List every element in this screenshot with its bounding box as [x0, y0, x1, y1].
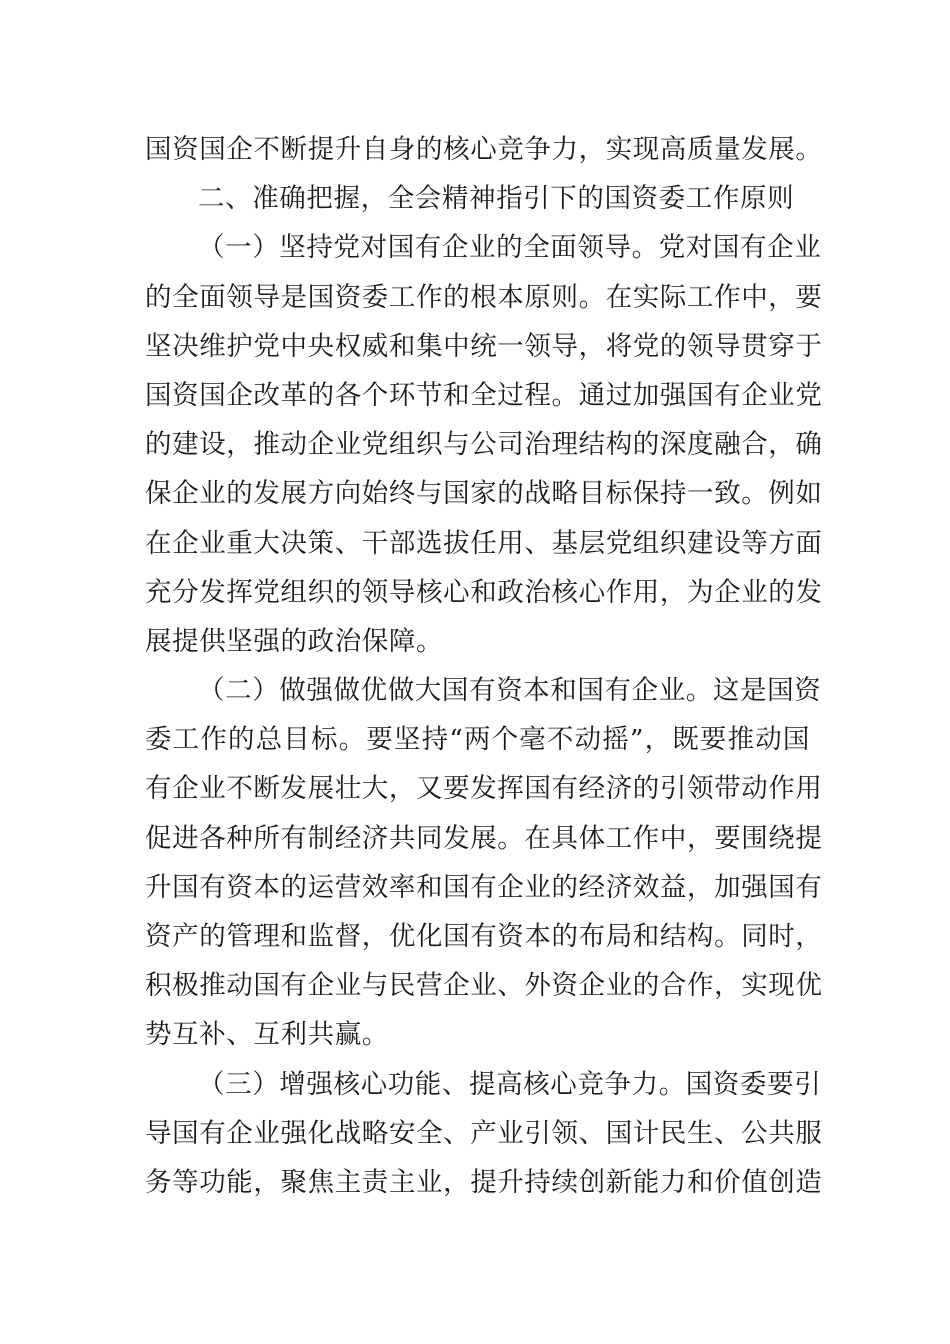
text-line: 在企业重大决策、干部选拔任用、基层党组织建设等方面 — [145, 527, 823, 559]
text-line: 展提供坚强的政治保障。 — [145, 625, 444, 657]
text-line: 积极推动国有企业与民营企业、外资企业的合作，实现优 — [145, 970, 823, 1002]
text-line: 的建设，推动企业党组织与公司治理结构的深度融合，确 — [145, 429, 823, 461]
text-line: 坚决维护党中央权威和集中统一领导，将党的领导贯穿于 — [145, 330, 823, 362]
document-body — [145, 125, 823, 1207]
text-line: 委工作的总目标。要坚持“两个毫不动摇”，既要推动国 — [145, 724, 810, 756]
text-line: 务等功能，聚焦主责主业，提升持续创新能力和价值创造 — [145, 1166, 823, 1198]
text-line: 有企业不断发展壮大，又要发挥国有经济的引领带动作用 — [145, 773, 823, 805]
text-line: 促进各种所有制经济共同发展。在具体工作中，要围绕提 — [145, 822, 823, 854]
text-line: 升国有资本的运营效率和国有企业的经济效益，加强国有 — [145, 871, 823, 903]
text-line: 国资国企不断提升自身的核心竞争力，实现高质量发展。 — [145, 134, 823, 165]
text-line: 充分发挥党组织的领导核心和政治核心作用，为企业的发 — [145, 576, 823, 608]
text-line: （一）坚持党对国有企业的全面领导。党对国有企业 — [198, 232, 822, 264]
text-line: 保企业的发展方向始终与国家的战略目标保持一致。例如 — [145, 478, 823, 510]
text-line: 的全面领导是国资委工作的根本原则。在实际工作中，要 — [145, 281, 823, 313]
text-line: 国资国企改革的各个环节和全过程。通过加强国有企业党 — [145, 379, 823, 411]
text-line: 资产的管理和监督，优化国有资本的布局和结构。同时， — [145, 921, 823, 952]
text-line: 二、准确把握，全会精神指引下的国资委工作原则 — [198, 183, 795, 215]
text-line: （三）增强核心功能、提高核心竞争力。国资委要引 — [198, 1068, 822, 1100]
text-line: 导国有企业强化战略安全、产业引领、国计民生、公共服 — [145, 1117, 823, 1149]
text-line: （二）做强做优做大国有资本和国有企业。这是国资 — [198, 675, 822, 707]
text-line: 势互补、互利共赢。 — [145, 1019, 389, 1051]
